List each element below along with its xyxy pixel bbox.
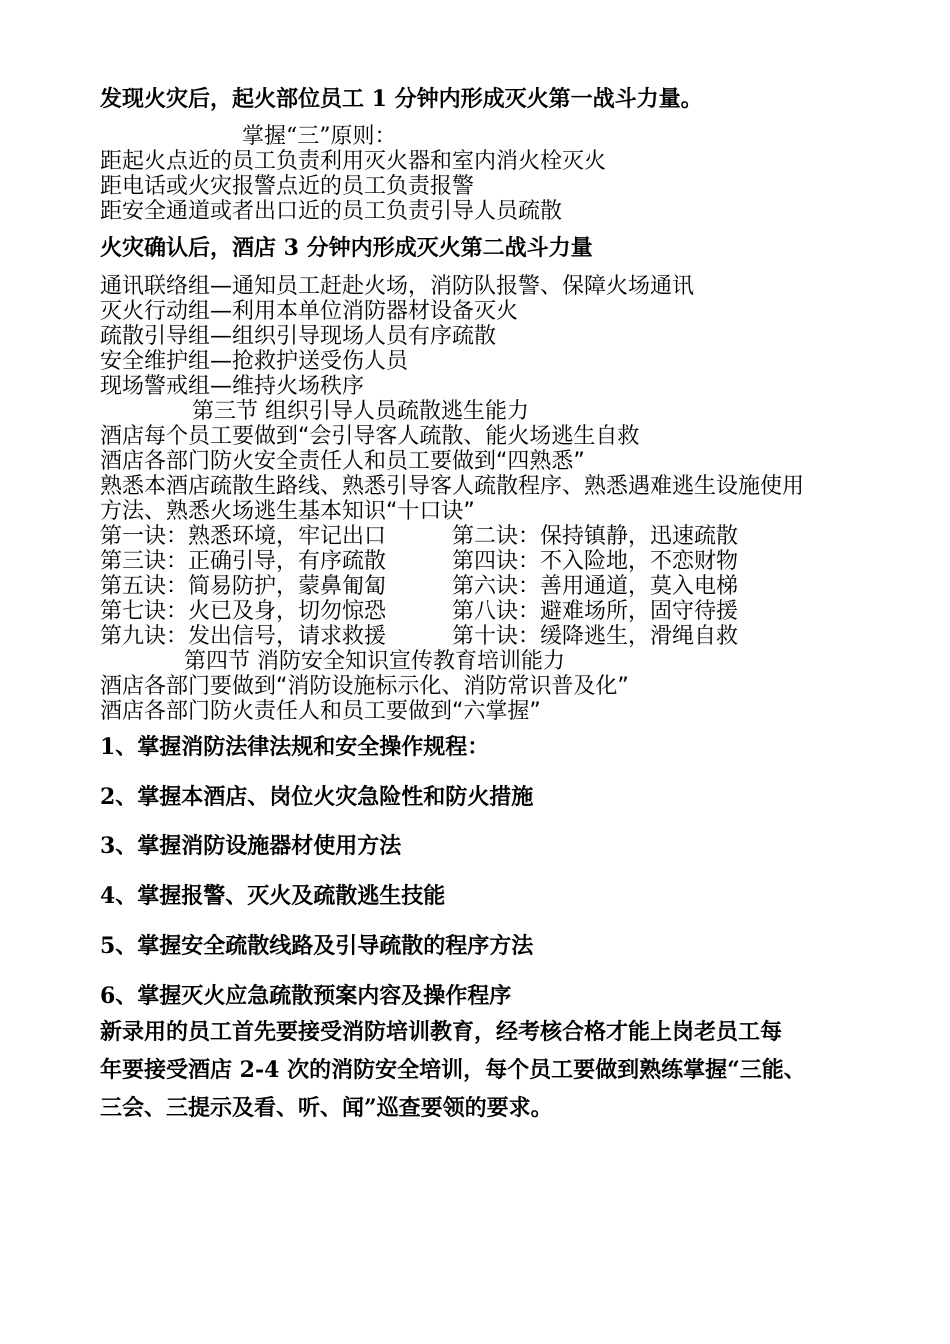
tip-right: 第十诀：缓降逃生，滑绳自救 [452,624,739,649]
section-3-line-2: 酒店各部门防火安全责任人和员工要做到“四熟悉” [100,449,585,474]
section-3-title: 第三节 组织引导人员疏散逃生能力 [192,399,529,424]
tip-right: 第六诀：善用通道，莫入电梯 [452,574,739,599]
section-4-line-2: 酒店各部门防火责任人和员工要做到“六掌握” [100,699,541,724]
section-4-title: 第四节 消防安全知识宣传教育培训能力 [184,649,565,674]
mastery-item: 2、掌握本酒店、岗位火灾急险性和防火措施 [100,784,534,810]
intro-first-force: 发现火灾后，起火部位员工 1 分钟内形成灭火第一战斗力量。 [100,86,703,112]
mastery-item: 6、掌握灭火应急疏散预案内容及操作程序 [100,983,512,1009]
principle-rule-3: 距安全通道或者出口近的员工负责引导人员疏散 [100,199,563,224]
group-item: 现场警戒组—维持火场秩序 [100,374,365,399]
group-item: 灭火行动组—利用本单位消防器材设备灭火 [100,299,519,324]
mastery-item: 4、掌握报警、灭火及疏散逃生技能 [100,883,446,909]
tip-left: 第三诀：正确引导，有序疏散 [100,549,387,574]
mastery-item: 3、掌握消防设施器材使用方法 [100,833,402,859]
mastery-item: 5、掌握安全疏散线路及引导疏散的程序方法 [100,933,534,959]
group-item: 安全维护组—抢救护送受伤人员 [100,349,409,374]
tip-row [100,574,739,599]
tip-right: 第四诀：不入险地，不恋财物 [452,549,739,574]
tip-right: 第二诀：保持镇静，迅速疏散 [452,524,739,549]
group-item: 通讯联络组—通知员工赶赴火场，消防队报警、保障火场通讯 [100,274,695,299]
group-item: 疏散引导组—组织引导现场人员有序疏散 [100,324,497,349]
closing-line: 新录用的员工首先要接受消防培训教育，经考核合格才能上岗老员工每 [100,1019,783,1045]
tip-row [100,549,739,574]
tip-left: 第一诀：熟悉环境，牢记出口 [100,524,387,549]
section-3-line-3b: 方法、熟悉火场逃生基本知识“十口诀” [100,499,475,524]
closing-line: 三会、三提示及看、听、闻”巡查要领的要求。 [100,1095,553,1121]
tip-row [100,524,739,549]
mastery-item: 1、掌握消防法律法规和安全操作规程： [100,734,490,760]
tip-row [100,599,739,624]
principle-rule-1: 距起火点近的员工负责利用灭火器和室内消火栓灭火 [100,149,607,174]
tip-left: 第九诀：发出信号，请求救援 [100,624,387,649]
tip-left: 第七诀：火已及身，切勿惊恐 [100,599,387,624]
intro-second-force: 火灾确认后，酒店 3 分钟内形成灭火第二战斗力量 [100,235,593,261]
principle-heading: 掌握“三”原则： [242,124,397,149]
tip-right: 第八诀：避难场所，固守待援 [452,599,739,624]
closing-line: 年要接受酒店 2-4 次的消防安全培训，每个员工要做到熟练掌握“三能、 [100,1057,806,1083]
section-4-line-1: 酒店各部门要做到“消防设施标示化、消防常识普及化” [100,674,629,699]
tip-row [100,624,739,649]
section-3-line-1: 酒店每个员工要做到“会引导客人疏散、能火场逃生自救 [100,424,640,449]
principle-rule-2: 距电话或火灾报警点近的员工负责报警 [100,174,475,199]
section-3-line-3a: 熟悉本酒店疏散生路线、熟悉引导客人疏散程序、熟悉遇难逃生设施使用 [100,474,805,499]
tip-left: 第五诀：简易防护，蒙鼻匍匐 [100,574,387,599]
